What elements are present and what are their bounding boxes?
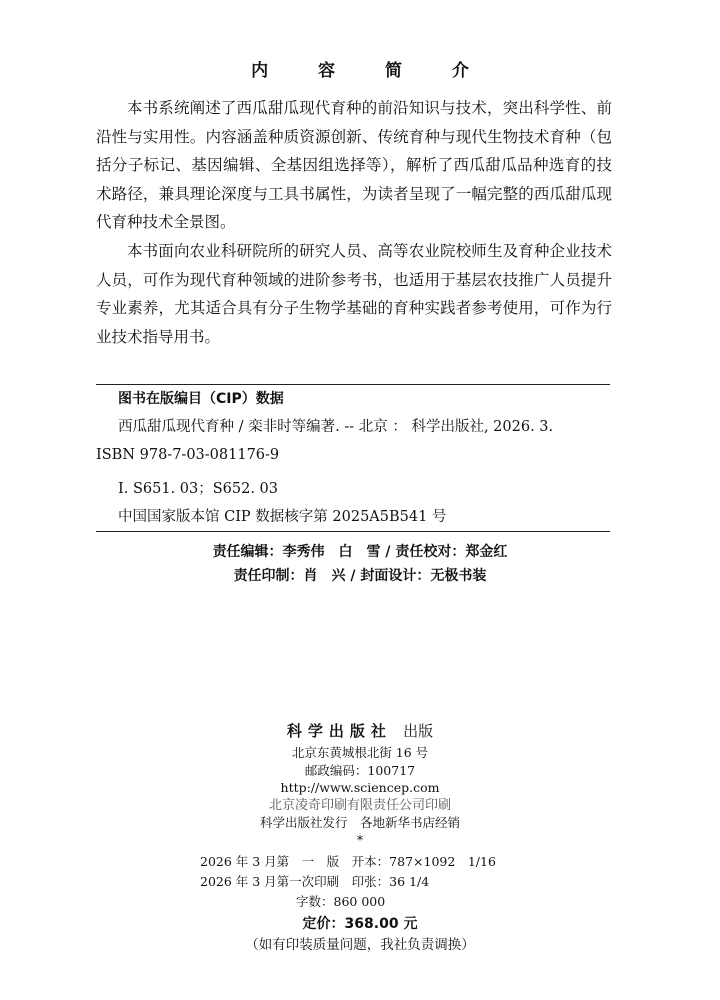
- price-line: 定价：368.00 元: [302, 916, 418, 932]
- edition-specs: [200, 852, 520, 912]
- page-title: 内 容 简 介: [251, 61, 491, 81]
- summary-paragraph-2: 本书面向农业科研院所的研究人员、高等农业院校师生及育种企业技术人员，可作为现代育种领域的进阶参考书，也适用于基层农技推广人员提升专业素养，尤其适合具有分子生物学基础的育种实践者参考使用，可作为行业技术指导用书。: [96, 241, 612, 346]
- edition-line: 2026 年 3 月第 一 版 开本：787×1092 1/16: [200, 854, 496, 869]
- publisher-url: http://www.sciencep.com: [280, 780, 440, 795]
- cip-isbn: ISBN 978-7-03-081176-9: [96, 447, 280, 463]
- printer-line: 北京凌奇印刷有限责任公司印刷: [268, 797, 451, 813]
- book-summary: [96, 94, 612, 351]
- cip-record-line: 西瓜甜瓜现代育种 / 栾非时等编著. -- 北京 ： 科学出版社, 2026. 3.: [118, 419, 554, 435]
- publisher-postcode: 邮政编码：100717: [304, 762, 416, 778]
- editor-credits-line-2: 责任印制：肖 兴 / 封面设计：无极书装: [233, 568, 487, 584]
- publisher-imprint: [0, 718, 720, 848]
- cip-registration-number: 中国国家版本馆 CIP 数据核字第 2025A5B541 号: [118, 509, 447, 525]
- separator-star: *: [356, 831, 364, 847]
- publisher-line: [0, 718, 720, 744]
- publisher-address: 北京东黄城根北街 16 号: [291, 745, 429, 760]
- cip-classification: Ⅰ. S651. 03；S652. 03: [118, 481, 279, 497]
- publisher-name: 科学出版社: [286, 722, 392, 740]
- cip-data-block: [96, 384, 610, 532]
- editorial-credits: [0, 540, 720, 588]
- editor-credits-line-1: 责任编辑：李秀伟 白 雪 / 责任校对：郑金红: [212, 544, 508, 560]
- cip-heading: 图书在版编目（CIP）数据: [118, 391, 284, 407]
- summary-paragraph-1: 本书系统阐述了西瓜甜瓜现代育种的前沿知识与技术，突出科学性、前沿性与实用性。内容涵盖种质资源创新、传统育种与现代生物技术育种（包括分子标记、基因编辑、全基因组选择等），解析了西瓜甜瓜品种选育的技术路径，兼具理论深度与工具书属性，为读者呈现了一幅完整的西瓜甜瓜现代育种技术全景图。: [96, 99, 612, 232]
- quality-note: （如有印装质量问题，我社负责调换）: [245, 937, 475, 953]
- word-count: 字数：860 000: [296, 894, 386, 909]
- publisher-suffix: 出版: [403, 722, 434, 740]
- distribution-line: 科学出版社发行 各地新华书店经销: [259, 815, 460, 830]
- printing-line: 2026 年 3 月第一次印刷 印张：36 1/4: [200, 874, 430, 889]
